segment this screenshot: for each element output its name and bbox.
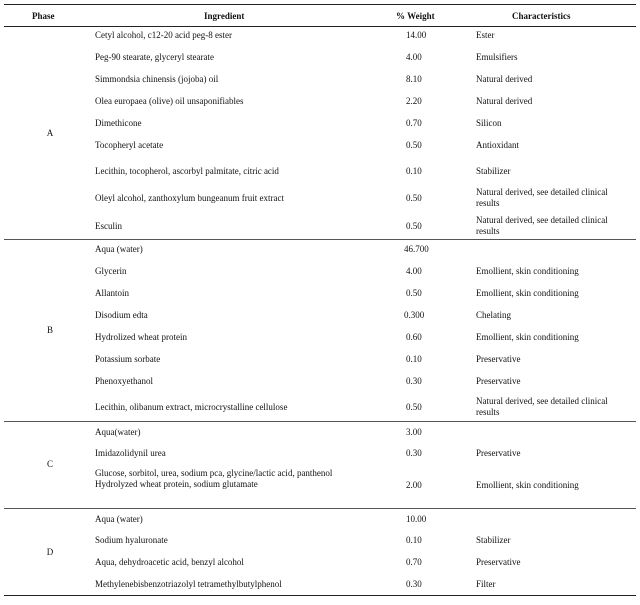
characteristics-cell: Emollient, skin conditioning	[476, 332, 579, 342]
header-ingredient: Ingredient	[204, 11, 245, 21]
ingredient-cell: Aqua (water)	[95, 244, 143, 254]
ingredient-cell: Simmondsia chinensis (jojoba) oil	[95, 74, 219, 84]
ingredient-cell: Aqua (water)	[95, 514, 143, 524]
characteristics-cell: Natural derived, see detailed clinical results	[476, 396, 608, 417]
ingredient-cell: Sodium hyaluronate	[95, 535, 168, 545]
characteristics-cell: Silicon	[476, 118, 502, 128]
weight-cell: 0.30	[406, 579, 422, 589]
weight-cell: 0.30	[406, 448, 422, 458]
weight-cell: 0.50	[406, 221, 422, 231]
ingredient-cell: Lecithin, tocopherol, ascorbyl palmitate, citric acid	[95, 166, 279, 176]
ingredient-cell: Oleyl alcohol, zanthoxylum bungeanum fruit extract	[95, 193, 284, 203]
weight-cell: 10.00	[406, 514, 427, 524]
weight-cell: 0.10	[406, 535, 422, 545]
ingredient-cell: Phenoxyethanol	[95, 376, 153, 386]
characteristics-cell: Chelating	[476, 310, 511, 320]
ingredient-cell: Lecithin, olibanum extract, microcrystalline cellulose	[95, 402, 288, 412]
table-top-rule	[4, 4, 636, 5]
weight-cell: 0.50	[406, 140, 422, 150]
weight-cell: 2.20	[406, 96, 422, 106]
weight-cell: 0.50	[406, 288, 422, 298]
weight-cell: 8.10	[406, 74, 422, 84]
weight-cell: 0.30	[406, 376, 422, 386]
weight-cell: 4.00	[406, 52, 422, 62]
weight-cell: 0.70	[406, 118, 422, 128]
header-phase: Phase	[32, 11, 55, 21]
weight-cell: 4.00	[406, 266, 422, 276]
characteristics-cell: Stabilizer	[476, 166, 511, 176]
phase-label-d: D	[46, 547, 54, 557]
weight-cell: 0.60	[406, 332, 422, 342]
phase-label-b: B	[46, 325, 53, 335]
characteristics-cell: Antioxidant	[476, 140, 519, 150]
characteristics-cell: Stabilizer	[476, 535, 511, 545]
ingredient-cell: Esculin	[95, 221, 122, 231]
weight-cell: 46.700	[404, 244, 429, 254]
phase-label-a: A	[46, 128, 54, 138]
weight-cell: 0.50	[406, 193, 422, 203]
ingredient-cell: Disodium edta	[95, 310, 148, 320]
ingredient-cell: Cetyl alcohol, c12-20 acid peg-8 ester	[95, 30, 232, 40]
ingredient-cell: Aqua(water)	[95, 427, 141, 437]
ingredient-cell: Aqua, dehydroacetic acid, benzyl alcohol	[95, 557, 244, 567]
characteristics-cell: Preservative	[476, 354, 521, 364]
phase-divider	[4, 508, 636, 509]
weight-cell: 0.300	[404, 310, 425, 320]
ingredient-cell: Tocopheryl acetate	[95, 140, 164, 150]
phase-divider	[4, 239, 636, 240]
ingredient-cell: Dimethicone	[95, 118, 142, 128]
ingredient-cell: Hydrolized wheat protein	[95, 332, 187, 342]
characteristics-cell: Natural derived, see detailed clinical results	[476, 187, 608, 208]
characteristics-cell: Preservative	[476, 376, 521, 386]
characteristics-cell: Emulsifiers	[476, 52, 518, 62]
characteristics-cell: Emollient, skin conditioning	[476, 480, 579, 490]
characteristics-cell: Emollient, skin conditioning	[476, 266, 579, 276]
weight-cell: 0.70	[406, 557, 422, 567]
characteristics-cell: Natural derived	[476, 74, 533, 84]
formulation-table	[4, 4, 636, 596]
ingredient-cell: Imidazolidynil urea	[95, 448, 166, 458]
header-weight: % Weight	[396, 11, 435, 21]
ingredient-cell: Glucose, sorbitol, urea, sodium pca, glycine/lactic acid, panthenol Hydrolyzed wheat protein, sodium glutamate	[95, 468, 333, 489]
characteristics-cell: Emollient, skin conditioning	[476, 288, 579, 298]
weight-cell: 3.00	[406, 427, 422, 437]
weight-cell: 0.10	[406, 166, 422, 176]
weight-cell: 0.10	[406, 354, 422, 364]
ingredient-cell: Methylenebisbenzotriazolyl tetramethylbutylphenol	[95, 579, 282, 589]
characteristics-cell: Natural derived, see detailed clinical results	[476, 215, 608, 236]
ingredient-cell: Olea europaea (olive) oil unsaponifiables	[95, 96, 244, 106]
phase-label-c: C	[46, 459, 53, 469]
weight-cell: 2.00	[406, 480, 422, 490]
header-characteristics: Characteristics	[512, 11, 571, 21]
weight-cell: 14.00	[406, 30, 427, 40]
ingredient-cell: Glycerin	[95, 266, 127, 276]
characteristics-cell: Preservative	[476, 448, 521, 458]
header-rule	[4, 26, 636, 27]
table-bottom-rule	[4, 595, 636, 596]
characteristics-cell: Preservative	[476, 557, 521, 567]
characteristics-cell: Natural derived	[476, 96, 533, 106]
weight-cell: 0.50	[406, 402, 422, 412]
ingredient-cell: Potassium sorbate	[95, 354, 161, 364]
ingredient-cell: Peg-90 stearate, glyceryl stearate	[95, 52, 214, 62]
phase-divider	[4, 421, 636, 422]
ingredient-cell: Allantoin	[95, 288, 129, 298]
characteristics-cell: Filter	[476, 579, 496, 589]
characteristics-cell: Ester	[476, 30, 495, 40]
